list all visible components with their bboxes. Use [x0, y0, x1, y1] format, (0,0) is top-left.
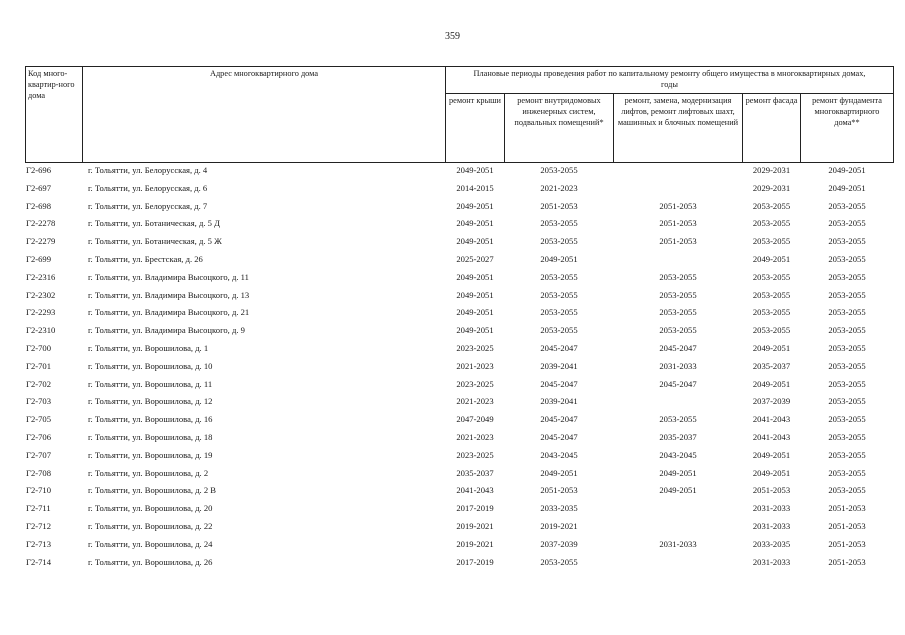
- cell-address: г. Тольятти, ул. Владимира Высоцкого, д. 13: [88, 289, 250, 300]
- cell-roof: 2047-2049: [456, 414, 494, 425]
- cell-lifts: 2051-2053: [659, 218, 697, 229]
- cell-foundation: 2053-2055: [828, 449, 866, 460]
- cell-facade: 2041-2043: [752, 414, 791, 425]
- cell-engineering: 2049-2051: [540, 254, 578, 264]
- header-address: Адрес многоквартирного дома: [83, 67, 446, 163]
- cell-roof: 2023-2025: [456, 378, 494, 389]
- cell-foundation: 2051-2053: [828, 503, 866, 514]
- cell-address: г. Тольятти, ул. Владимира Высоцкого, д. 21: [88, 307, 250, 318]
- cell-address: г. Тольятти, ул. Ворошилова, д. 2: [88, 467, 209, 478]
- cell-address: г. Тольятти, ул. Ворошилова, д. 24: [88, 538, 213, 549]
- header-periods: Плановые периоды проведения работ по капитальному ремонту общего имущества в многоквартирных домах, годы: [446, 67, 894, 94]
- table-row: [0, 340, 905, 357]
- cell-code: Г2-703: [26, 396, 52, 407]
- table-row: [0, 536, 905, 553]
- table-row: [0, 429, 905, 446]
- cell-code: Г2-2310: [26, 325, 56, 336]
- cell-code: Г2-706: [26, 432, 52, 442]
- cell-engineering: 2053-2055: [540, 325, 578, 336]
- cell-roof: 2019-2021: [456, 521, 494, 531]
- cell-address: г. Тольятти, ул. Ворошилова, д. 20: [88, 503, 213, 514]
- cell-roof: 2023-2025: [456, 449, 494, 460]
- cell-facade: 2037-2039: [752, 396, 791, 407]
- cell-facade: 2049-2051: [752, 467, 791, 478]
- cell-address: г. Тольятти, ул. Брестская, д. 26: [88, 254, 203, 264]
- cell-address: г. Тольятти, ул. Ворошилова, д. 18: [88, 432, 213, 442]
- cell-address: г. Тольятти, ул. Белорусская, д. 7: [88, 200, 208, 211]
- cell-engineering: 2045-2047: [540, 414, 578, 425]
- cell-engineering: 2045-2047: [540, 378, 578, 389]
- cell-roof: 2017-2019: [456, 556, 494, 567]
- cell-facade: 2053-2055: [752, 218, 791, 229]
- cell-lifts: 2043-2045: [659, 449, 697, 460]
- cell-foundation: 2053-2055: [828, 343, 866, 353]
- cell-engineering: 2053-2055: [540, 307, 578, 318]
- header-facade: ремонт фасада: [743, 94, 801, 163]
- cell-lifts: 2031-2033: [659, 538, 697, 549]
- cell-lifts: 2053-2055: [659, 325, 697, 336]
- cell-lifts: 2049-2051: [659, 485, 697, 496]
- cell-engineering: 2039-2041: [540, 396, 578, 407]
- table-row: [0, 482, 905, 499]
- cell-facade: 2053-2055: [752, 200, 791, 211]
- cell-code: Г2-2279: [26, 236, 56, 247]
- cell-address: г. Тольятти, ул. Ворошилова, д. 1: [88, 343, 209, 353]
- cell-address: г. Тольятти, ул. Владимира Высоцкого, д. 11: [88, 271, 249, 282]
- cell-roof: 2021-2023: [456, 432, 494, 442]
- cell-foundation: 2053-2055: [828, 271, 866, 282]
- cell-foundation: 2053-2055: [828, 378, 866, 389]
- cell-address: г. Тольятти, ул. Ворошилова, д. 22: [88, 521, 213, 531]
- cell-roof: 2041-2043: [456, 485, 494, 496]
- cell-foundation: 2051-2053: [828, 538, 866, 549]
- table-row: [0, 287, 905, 304]
- cell-foundation: 2049-2051: [828, 182, 866, 193]
- cell-roof: 2049-2051: [456, 165, 494, 175]
- table-row: [0, 251, 905, 268]
- cell-engineering: 2045-2047: [540, 432, 578, 442]
- cell-facade: 2049-2051: [752, 378, 791, 389]
- cell-facade: 2049-2051: [752, 449, 791, 460]
- cell-roof: 2021-2023: [456, 360, 494, 371]
- cell-engineering: 2021-2023: [540, 182, 578, 193]
- cell-address: г. Тольятти, ул. Ворошилова, д. 26: [88, 556, 213, 567]
- cell-code: Г2-699: [26, 254, 52, 264]
- cell-foundation: 2053-2055: [828, 467, 866, 478]
- cell-foundation: 2053-2055: [828, 432, 866, 442]
- cell-engineering: 2037-2039: [540, 538, 578, 549]
- cell-roof: 2023-2025: [456, 343, 494, 353]
- header-roof: ремонт крыши: [446, 94, 505, 163]
- cell-address: г. Тольятти, ул. Ворошилова, д. 12: [88, 396, 213, 407]
- cell-roof: 2049-2051: [456, 307, 494, 318]
- cell-foundation: 2053-2055: [828, 236, 866, 247]
- table-row: [0, 376, 905, 393]
- cell-roof: 2014-2015: [456, 182, 494, 193]
- cell-engineering: 2053-2055: [540, 289, 578, 300]
- cell-foundation: 2053-2055: [828, 396, 866, 407]
- cell-foundation: 2053-2055: [828, 200, 866, 211]
- cell-engineering: 2019-2021: [540, 521, 578, 531]
- cell-code: Г2-705: [26, 414, 52, 425]
- table-row: [0, 554, 905, 571]
- cell-engineering: 2053-2055: [540, 236, 578, 247]
- cell-lifts: 2045-2047: [659, 343, 697, 353]
- cell-foundation: 2051-2053: [828, 521, 866, 531]
- table-row: [0, 162, 905, 179]
- cell-facade: 2053-2055: [752, 271, 791, 282]
- cell-code: Г2-697: [26, 182, 52, 193]
- cell-engineering: 2043-2045: [540, 449, 578, 460]
- cell-facade: 2049-2051: [752, 343, 791, 353]
- cell-facade: 2035-2037: [752, 360, 791, 371]
- cell-engineering: 2053-2055: [540, 271, 578, 282]
- cell-facade: 2033-2035: [752, 538, 791, 549]
- cell-roof: 2021-2023: [456, 396, 494, 407]
- cell-address: г. Тольятти, ул. Ворошилова, д. 19: [88, 449, 213, 460]
- cell-code: Г2-2293: [26, 307, 56, 318]
- cell-foundation: 2049-2051: [828, 165, 866, 175]
- table-row: [0, 269, 905, 286]
- table-row: [0, 518, 905, 535]
- cell-address: г. Тольятти, ул. Ворошилова, д. 2 В: [88, 485, 217, 496]
- cell-roof: 2049-2051: [456, 200, 494, 211]
- cell-roof: 2049-2051: [456, 218, 494, 229]
- cell-roof: 2049-2051: [456, 289, 494, 300]
- table-row: [0, 322, 905, 339]
- cell-lifts: 2053-2055: [659, 307, 697, 318]
- cell-code: Г2-712: [26, 521, 52, 531]
- cell-foundation: 2053-2055: [828, 307, 866, 318]
- table-row: [0, 500, 905, 517]
- cell-code: Г2-2316: [26, 271, 56, 282]
- cell-code: Г2-2278: [26, 218, 56, 229]
- cell-foundation: 2053-2055: [828, 485, 866, 496]
- header-code: Код много-квартир-ного дома: [26, 67, 83, 163]
- cell-code: Г2-708: [26, 467, 52, 478]
- cell-engineering: 2053-2055: [540, 218, 578, 229]
- table-row: [0, 465, 905, 482]
- cell-facade: 2031-2033: [752, 521, 791, 531]
- cell-foundation: 2053-2055: [828, 218, 866, 229]
- cell-code: Г2-696: [26, 165, 52, 175]
- cell-engineering: 2045-2047: [540, 343, 578, 353]
- table-row: [0, 180, 905, 197]
- cell-foundation: 2051-2053: [828, 556, 866, 567]
- cell-code: Г2-710: [26, 485, 52, 496]
- cell-facade: 2053-2055: [752, 325, 791, 336]
- cell-facade: 2031-2033: [752, 503, 791, 514]
- cell-address: г. Тольятти, ул. Белорусская, д. 4: [88, 165, 208, 175]
- cell-foundation: 2053-2055: [828, 325, 866, 336]
- cell-code: Г2-698: [26, 200, 52, 211]
- cell-code: Г2-707: [26, 449, 52, 460]
- cell-lifts: 2051-2053: [659, 236, 697, 247]
- cell-roof: 2049-2051: [456, 236, 494, 247]
- cell-address: г. Тольятти, ул. Белорусская, д. 6: [88, 182, 208, 193]
- cell-lifts: 2053-2055: [659, 289, 697, 300]
- header-lifts: ремонт, замена, модернизация лифтов, ремонт лифтовых шахт, машинных и блочных помещений: [614, 94, 743, 163]
- cell-address: г. Тольятти, ул. Ботаническая, д. 5 Ж: [88, 236, 222, 247]
- cell-roof: 2019-2021: [456, 538, 494, 549]
- cell-engineering: 2033-2035: [540, 503, 578, 514]
- cell-foundation: 2053-2055: [828, 254, 866, 264]
- cell-engineering: 2053-2055: [540, 165, 578, 175]
- cell-facade: 2053-2055: [752, 307, 791, 318]
- cell-facade: 2041-2043: [752, 432, 791, 442]
- table-row: [0, 447, 905, 464]
- cell-facade: 2029-2031: [752, 182, 791, 193]
- cell-engineering: 2039-2041: [540, 360, 578, 371]
- cell-roof: 2025-2027: [456, 254, 494, 264]
- cell-address: г. Тольятти, ул. Ворошилова, д. 16: [88, 414, 213, 425]
- cell-lifts: 2049-2051: [659, 467, 697, 478]
- cell-lifts: 2051-2053: [659, 200, 697, 211]
- cell-lifts: 2053-2055: [659, 271, 697, 282]
- header-foundation: ремонт фундамента многоквартирного дома**: [801, 94, 894, 163]
- table-row: [0, 215, 905, 232]
- table-row: [0, 393, 905, 410]
- table-row: [0, 198, 905, 215]
- cell-address: г. Тольятти, ул. Ботаническая, д. 5 Д: [88, 218, 220, 229]
- cell-address: г. Тольятти, ул. Ворошилова, д. 11: [88, 378, 213, 389]
- cell-facade: 2049-2051: [752, 254, 791, 264]
- cell-roof: 2017-2019: [456, 503, 494, 514]
- page-number: 359: [445, 31, 460, 42]
- cell-facade: 2053-2055: [752, 236, 791, 247]
- table-row: [0, 411, 905, 428]
- cell-foundation: 2053-2055: [828, 289, 866, 300]
- table-row: [0, 233, 905, 250]
- cell-lifts: 2045-2047: [659, 378, 697, 389]
- table-row: [0, 358, 905, 375]
- cell-engineering: 2051-2053: [540, 485, 578, 496]
- cell-code: Г2-713: [26, 538, 52, 549]
- cell-code: Г2-714: [26, 556, 52, 567]
- cell-engineering: 2051-2053: [540, 200, 578, 211]
- cell-facade: 2029-2031: [752, 165, 791, 175]
- cell-facade: 2031-2033: [752, 556, 791, 567]
- table-header: [25, 66, 894, 163]
- cell-facade: 2053-2055: [752, 289, 791, 300]
- cell-facade: 2051-2053: [752, 485, 791, 496]
- cell-foundation: 2053-2055: [828, 414, 866, 425]
- cell-address: г. Тольятти, ул. Владимира Высоцкого, д. 9: [88, 325, 245, 336]
- cell-foundation: 2053-2055: [828, 360, 866, 371]
- cell-lifts: 2031-2033: [659, 360, 697, 371]
- table-row: [0, 304, 905, 321]
- cell-code: Г2-701: [26, 360, 52, 371]
- cell-lifts: 2053-2055: [659, 414, 697, 425]
- cell-roof: 2049-2051: [456, 325, 494, 336]
- cell-engineering: 2053-2055: [540, 556, 578, 567]
- cell-roof: 2035-2037: [456, 467, 494, 478]
- cell-address: г. Тольятти, ул. Ворошилова, д. 10: [88, 360, 213, 371]
- cell-code: Г2-2302: [26, 289, 56, 300]
- cell-code: Г2-702: [26, 378, 52, 389]
- cell-engineering: 2049-2051: [540, 467, 578, 478]
- cell-code: Г2-700: [26, 343, 52, 353]
- cell-roof: 2049-2051: [456, 271, 494, 282]
- cell-code: Г2-711: [26, 503, 51, 514]
- header-engineering: ремонт внутридомовых инженерных систем, подвальных помещений*: [505, 94, 614, 163]
- cell-lifts: 2035-2037: [659, 432, 697, 442]
